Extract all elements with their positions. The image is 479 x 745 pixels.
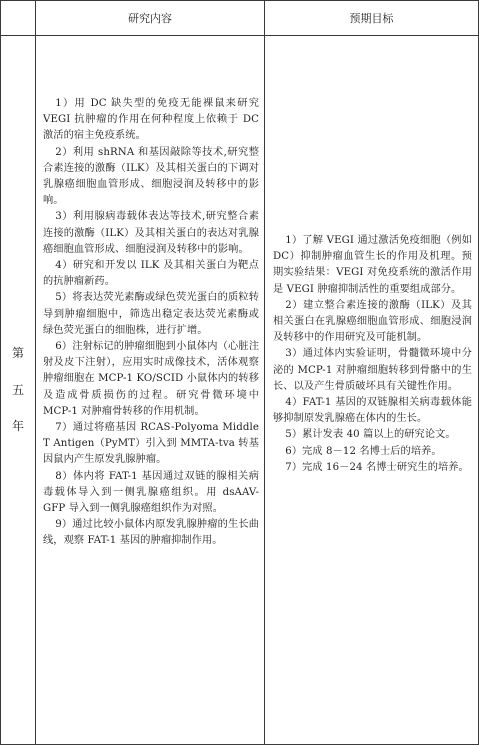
research-content-cell: [36, 36, 265, 745]
goal-item: 6）完成 8－12 名博士后的培养。: [285, 445, 442, 457]
expected-goals-cell: [265, 36, 479, 745]
content-item: 5）将表达荧光素酶或绿色荧光蛋白的质粒转导到肿瘤细胞中，筛选出稳定表达荧光素酶或绿色荧光蛋白的细胞株，进行扩增。: [43, 292, 259, 336]
content-item: 7）通过将癌基因 RCAS-Polyoma Middle T Antigen（PyMT）引入到 MMTA-tva 转基因鼠内产生原发乳腺肿瘤。: [43, 422, 259, 466]
year-char: 第: [11, 345, 24, 360]
header-blank-cell: [1, 1, 36, 36]
header-row: [1, 1, 479, 36]
year-five-row: [1, 36, 479, 745]
goal-item: 4）FAT-1 基因的双链腺相关病毒载体能够抑制原发乳腺癌在体内的生长。: [273, 397, 472, 425]
content-item: 8）体内将 FAT-1 基因通过双链的腺相关病毒载体导入到一侧乳腺癌组织。用 dsAAV-GFP 导入到一侧乳腺癌组织作为对照。: [43, 470, 259, 515]
content-item: 2）利用 shRNA 和基因敲除等技术,研究整合素连接的激酶（ILK）及其相关蛋白的下调对乳腺癌细胞血管形成、细胞浸润及转移中的影响。: [43, 146, 259, 207]
goals-header: 预期目标: [265, 1, 479, 36]
year-char: 年: [11, 419, 24, 434]
goal-item: 3）通过体内实验证明，骨髓微环境中分泌的 MCP-1 对肿瘤细胞转移到骨骼中的生长、以及产生骨质破坏具有关键性作用。: [273, 348, 472, 392]
content-item: 1）用 DC 缺失型的免疫无能裸鼠来研究 VEGI 抗肿瘤的作用在何种程度上依赖于 DC 激活的宿主免疫系统。: [43, 98, 259, 142]
year-label: [1, 36, 36, 745]
goal-item: 2）建立整合素连接的激酶（ILK）及其相关蛋白在乳腺癌细胞血管形成、细胞浸润及转移中的作用研究及可能机制。: [273, 299, 472, 344]
content-item: 4）研究和开发以 ILK 及其相关蛋白为靶点的抗肿瘤新药。: [43, 260, 259, 288]
year-char: 五: [11, 382, 24, 397]
content-header: 研究内容: [36, 1, 265, 36]
content-item: 3）利用腺病毒载体表达等技术,研究整合素连接的激酶（ILK）及其相关蛋白的表达对乳腺癌细胞血管形成、细胞浸润及转移中的影响。: [43, 211, 259, 255]
goal-item: 5）累计发表 40 篇以上的研究论文。: [285, 429, 456, 441]
content-item: 6）注射标记的肿瘤细胞到小鼠体内（心脏注射及皮下注射），应用实时成像技术，活体观察肿瘤细胞在 MCP-1 KO/SCID 小鼠体内的转移及造成骨质损伤的过程。研究骨微环境中 MCP-1 对肿瘤骨转移的作用机制。: [43, 341, 259, 417]
goal-item: 7）完成 16－24 名博士研究生的培养。: [285, 461, 469, 473]
content-item: 9）通过比较小鼠体内原发乳腺肿瘤的生长曲线，观察 FAT-1 基因的肿瘤抑制作用。: [43, 519, 259, 547]
goal-item: 1）了解 VEGI 通过激活免疫细胞（例如 DC）抑制肿瘤血管生长的作用及机理。预期实验结果：VEGI 对免疫系统的激活作用是 VEGI 肿瘤抑制活性的重要组成部分。: [273, 235, 472, 295]
